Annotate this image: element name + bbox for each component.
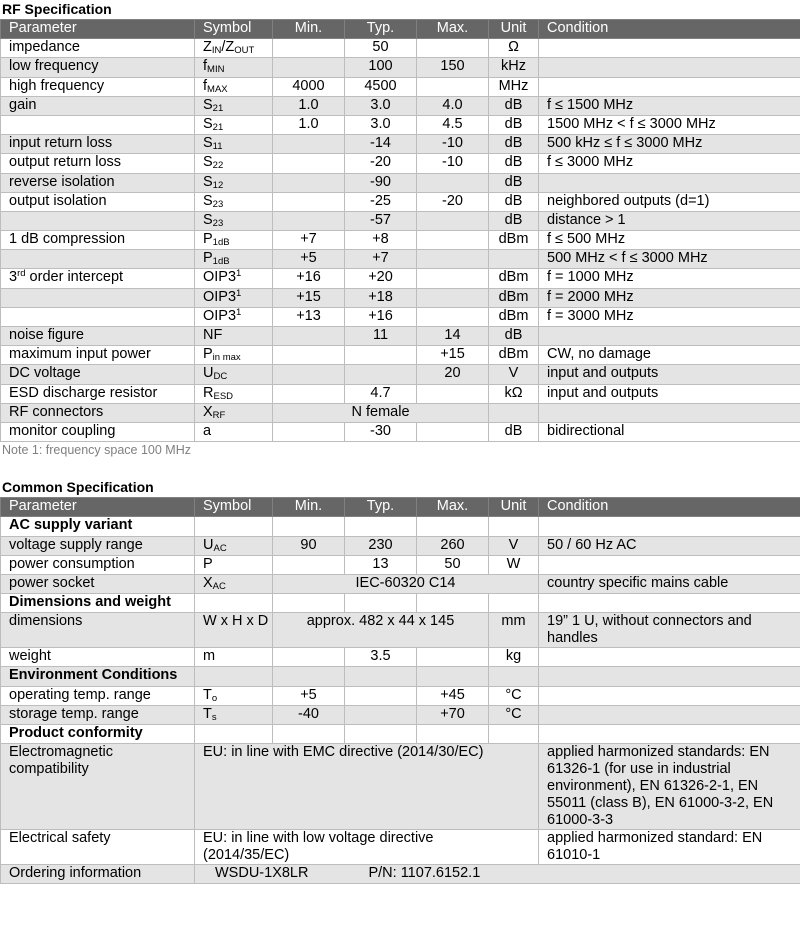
header-parameter: Parameter [1, 498, 195, 517]
unit-cell: dBm [489, 288, 539, 307]
condition-cell: CW, no damage [539, 346, 800, 365]
table-row [1, 288, 800, 307]
typ-cell: 11 [345, 327, 417, 346]
condition-cell: distance > 1 [539, 211, 800, 230]
condition-cell [539, 327, 800, 346]
table-row [1, 705, 800, 724]
condition-cell [539, 403, 800, 422]
max-cell: 260 [417, 536, 489, 555]
condition-cell: input and outputs [539, 365, 800, 384]
symbol-cell: $R_{ESD}$ [195, 384, 273, 403]
min-cell: 1.0 [273, 115, 345, 134]
section-heading: Environment Conditions [1, 667, 195, 686]
min-cell [273, 135, 345, 154]
unit-cell: dB [489, 327, 539, 346]
param-cell: maximum input power [1, 346, 195, 365]
common-spec-title: Common Specification [2, 479, 154, 496]
unit-cell: dBm [489, 307, 539, 326]
symbol-cell: $X_{RF}$ [195, 403, 273, 422]
typ-cell: -25 [345, 192, 417, 211]
min-cell [273, 555, 345, 574]
param-cell [1, 115, 195, 134]
typ-cell: 3.5 [345, 648, 417, 667]
param-cell: noise figure [1, 327, 195, 346]
table-row [1, 574, 800, 593]
min-cell [273, 39, 345, 58]
section-heading-row [1, 517, 800, 536]
min-cell: 90 [273, 536, 345, 555]
min-cell [273, 211, 345, 230]
max-cell [417, 269, 489, 288]
table-row [1, 250, 800, 269]
symbol-cell: $S_{22}$ [195, 154, 273, 173]
unit-cell: kHz [489, 58, 539, 77]
unit-cell [489, 250, 539, 269]
symbol-cell: $f_{MIN}$ [195, 58, 273, 77]
unit-cell: Ω [489, 39, 539, 58]
header-typ: Typ. [345, 498, 417, 517]
typ-cell: -90 [345, 173, 417, 192]
min-cell [273, 384, 345, 403]
unit-cell: mm [489, 613, 539, 648]
typ-cell: 50 [345, 39, 417, 58]
table-row [1, 613, 800, 648]
symbol-cell: a [195, 422, 273, 441]
table-row [1, 744, 800, 830]
condition-cell: f = 2000 MHz [539, 288, 800, 307]
table-row [1, 307, 800, 326]
symbol-cell: $S_{12}$ [195, 173, 273, 192]
symbol-cell: $S_{21}$ [195, 96, 273, 115]
table-row [1, 648, 800, 667]
max-cell [417, 384, 489, 403]
typ-cell: -20 [345, 154, 417, 173]
common-spec-table [0, 497, 800, 884]
param-cell: impedance [1, 39, 195, 58]
param-cell: dimensions [1, 613, 195, 648]
min-cell [273, 192, 345, 211]
table-row [1, 403, 800, 422]
condition-cell [539, 705, 800, 724]
unit-cell: dB [489, 115, 539, 134]
symbol-cell: P [195, 555, 273, 574]
param-cell: power socket [1, 574, 195, 593]
symbol-cell: $X_{AC}$ [195, 574, 273, 593]
header-condition: Condition [539, 20, 800, 39]
min-cell: +5 [273, 686, 345, 705]
min-cell: +16 [273, 269, 345, 288]
condition-cell: f ≤ 500 MHz [539, 231, 800, 250]
condition-cell [539, 648, 800, 667]
typ-cell: -14 [345, 135, 417, 154]
param-cell: ESD discharge resistor [1, 384, 195, 403]
unit-cell: dB [489, 173, 539, 192]
value-span-cell: approx. 482 x 44 x 145 [273, 613, 489, 648]
max-cell [417, 211, 489, 230]
table-row [1, 269, 800, 288]
symbol-cell: m [195, 648, 273, 667]
typ-cell [345, 365, 417, 384]
max-cell [417, 77, 489, 96]
unit-cell: W [489, 555, 539, 574]
table-row [1, 231, 800, 250]
typ-cell: -57 [345, 211, 417, 230]
symbol-cell: $OIP3^1$ [195, 269, 273, 288]
typ-cell: 4.7 [345, 384, 417, 403]
symbol-cell: $P_{1dB}$ [195, 250, 273, 269]
condition-cell: 500 kHz ≤ f ≤ 3000 MHz [539, 135, 800, 154]
table-row [1, 365, 800, 384]
symbol-cell: $S_{21}$ [195, 115, 273, 134]
symbol-cell: $T_o$ [195, 686, 273, 705]
unit-cell [489, 403, 539, 422]
table-row [1, 173, 800, 192]
table-row [1, 686, 800, 705]
max-cell [417, 288, 489, 307]
condition-cell [539, 555, 800, 574]
param-cell: reverse isolation [1, 173, 195, 192]
min-cell [273, 346, 345, 365]
param-cell: DC voltage [1, 365, 195, 384]
typ-cell: -30 [345, 422, 417, 441]
max-cell: -10 [417, 135, 489, 154]
max-cell: 150 [417, 58, 489, 77]
symbol-cell: NF [195, 327, 273, 346]
min-cell [273, 154, 345, 173]
max-cell: +70 [417, 705, 489, 724]
unit-cell: dB [489, 211, 539, 230]
symbol-cell: W x H x D [195, 613, 273, 648]
symbol-cell: $OIP3^1$ [195, 307, 273, 326]
min-cell: +15 [273, 288, 345, 307]
typ-cell: 13 [345, 555, 417, 574]
param-cell: operating temp. range [1, 686, 195, 705]
param-cell [1, 211, 195, 230]
unit-cell: dBm [489, 269, 539, 288]
ordering-model: WSDU-1X8LR [215, 865, 309, 882]
header-max: Max. [417, 498, 489, 517]
symbol-cell: $f_{MAX}$ [195, 77, 273, 96]
rf-spec-body [1, 39, 800, 442]
header-unit: Unit [489, 20, 539, 39]
param-cell: monitor coupling [1, 422, 195, 441]
min-cell: +13 [273, 307, 345, 326]
max-cell [417, 250, 489, 269]
table-row [1, 154, 800, 173]
max-cell: -10 [417, 154, 489, 173]
param-cell: gain [1, 96, 195, 115]
param-cell: RF connectors [1, 403, 195, 422]
param-cell: storage temp. range [1, 705, 195, 724]
section-heading-row [1, 594, 800, 613]
param-cell: 1 dB compression [1, 231, 195, 250]
section-heading: Product conformity [1, 725, 195, 744]
typ-cell: 3.0 [345, 96, 417, 115]
min-cell: +7 [273, 231, 345, 250]
min-cell [273, 173, 345, 192]
header-symbol: Symbol [195, 498, 273, 517]
typ-cell: +7 [345, 250, 417, 269]
symbol-cell: $OIP3^1$ [195, 288, 273, 307]
typ-cell [345, 346, 417, 365]
table-row [1, 536, 800, 555]
ordering-cell [195, 865, 800, 884]
symbol-cell: $S_{23}$ [195, 211, 273, 230]
max-cell: 50 [417, 555, 489, 574]
max-cell: 4.0 [417, 96, 489, 115]
common-spec-body [1, 517, 800, 884]
unit-cell: °C [489, 686, 539, 705]
param-cell: power consumption [1, 555, 195, 574]
typ-cell [345, 686, 417, 705]
rf-spec-title: RF Specification [2, 1, 112, 17]
condition-cell: applied harmonized standard: EN 61010-1 [539, 830, 800, 865]
typ-cell: 3.0 [345, 115, 417, 134]
condition-cell [539, 686, 800, 705]
condition-cell: f ≤ 1500 MHz [539, 96, 800, 115]
max-cell: -20 [417, 192, 489, 211]
param-cell: output isolation [1, 192, 195, 211]
unit-cell: dB [489, 135, 539, 154]
table-row [1, 39, 800, 58]
condition-cell: f = 3000 MHz [539, 307, 800, 326]
typ-cell: +20 [345, 269, 417, 288]
header-parameter: Parameter [1, 20, 195, 39]
section-heading-row [1, 667, 800, 686]
common-header-row [1, 498, 800, 517]
condition-cell: country specific mains cable [539, 574, 800, 593]
unit-cell: dB [489, 192, 539, 211]
param-cell: Electrical safety [1, 830, 195, 865]
section-heading-row [1, 725, 800, 744]
value-span-cell: IEC-60320 C14 [273, 574, 539, 593]
header-min: Min. [273, 498, 345, 517]
unit-cell: V [489, 536, 539, 555]
unit-cell: dB [489, 154, 539, 173]
min-cell: 4000 [273, 77, 345, 96]
symbol-cell: $S_{23}$ [195, 192, 273, 211]
param-cell: high frequency [1, 77, 195, 96]
max-cell: +15 [417, 346, 489, 365]
section-heading: Dimensions and weight [1, 594, 195, 613]
typ-cell: 100 [345, 58, 417, 77]
section-heading: AC supply variant [1, 517, 195, 536]
min-cell [273, 365, 345, 384]
typ-cell: +18 [345, 288, 417, 307]
symbol-cell: $S_{11}$ [195, 135, 273, 154]
typ-cell: +16 [345, 307, 417, 326]
table-row [1, 115, 800, 134]
table-row [1, 96, 800, 115]
value-span-cell: N female [273, 403, 489, 422]
symbol-cell: $P_{1dB}$ [195, 231, 273, 250]
condition-cell: 50 / 60 Hz AC [539, 536, 800, 555]
typ-cell [345, 705, 417, 724]
param-cell: Ordering information [1, 865, 195, 884]
typ-cell: 4500 [345, 77, 417, 96]
header-min: Min. [273, 20, 345, 39]
rf-header-row [1, 20, 800, 39]
symbol-cell: $T_s$ [195, 705, 273, 724]
param-cell: weight [1, 648, 195, 667]
directive-cell: EU: in line with EMC directive (2014/30/EC) [195, 744, 539, 830]
rf-footnote: Note 1: frequency space 100 MHz [2, 443, 191, 458]
max-cell: 14 [417, 327, 489, 346]
header-max: Max. [417, 20, 489, 39]
table-row [1, 58, 800, 77]
param-cell [1, 307, 195, 326]
header-typ: Typ. [345, 20, 417, 39]
condition-cell [539, 39, 800, 58]
table-row [1, 555, 800, 574]
max-cell [417, 231, 489, 250]
min-cell [273, 327, 345, 346]
max-cell [417, 39, 489, 58]
header-unit: Unit [489, 498, 539, 517]
param-cell: output return loss [1, 154, 195, 173]
unit-cell: kg [489, 648, 539, 667]
max-cell [417, 173, 489, 192]
table-row [1, 384, 800, 403]
min-cell [273, 422, 345, 441]
unit-cell: dBm [489, 346, 539, 365]
min-cell [273, 648, 345, 667]
param-cell: low frequency [1, 58, 195, 77]
param-cell: input return loss [1, 135, 195, 154]
condition-cell [539, 173, 800, 192]
max-cell [417, 648, 489, 667]
table-row [1, 346, 800, 365]
typ-cell: 230 [345, 536, 417, 555]
min-cell: 1.0 [273, 96, 345, 115]
condition-cell: applied harmonized standards: EN 61326-1 (for use in industrial environment), EN 61326-2-1, EN 55011 (class B), EN 61000-3-2, EN 61000-3-3 [539, 744, 800, 830]
unit-cell: MHz [489, 77, 539, 96]
max-cell [417, 307, 489, 326]
unit-cell: V [489, 365, 539, 384]
param-cell: voltage supply range [1, 536, 195, 555]
condition-cell: 500 MHz < f ≤ 3000 MHz [539, 250, 800, 269]
param-cell: 3rd order intercept [1, 269, 195, 288]
max-cell: +45 [417, 686, 489, 705]
param-cell [1, 288, 195, 307]
min-cell: +5 [273, 250, 345, 269]
max-cell [417, 422, 489, 441]
table-row [1, 865, 800, 884]
param-cell: Electromagnetic compatibility [1, 744, 195, 830]
condition-cell: neighbored outputs (d=1) [539, 192, 800, 211]
table-row [1, 192, 800, 211]
condition-cell: input and outputs [539, 384, 800, 403]
max-cell: 20 [417, 365, 489, 384]
min-cell: -40 [273, 705, 345, 724]
param-cell [1, 250, 195, 269]
table-row [1, 327, 800, 346]
symbol-cell: $U_{DC}$ [195, 365, 273, 384]
table-row [1, 211, 800, 230]
condition-cell [539, 58, 800, 77]
condition-cell: bidirectional [539, 422, 800, 441]
condition-cell: f ≤ 3000 MHz [539, 154, 800, 173]
min-cell [273, 58, 345, 77]
unit-cell: °C [489, 705, 539, 724]
rf-spec-table [0, 19, 800, 442]
unit-cell: dB [489, 422, 539, 441]
symbol-cell: $P_{in max}$ [195, 346, 273, 365]
table-row [1, 77, 800, 96]
table-row [1, 135, 800, 154]
ordering-part-number: P/N: 1107.6152.1 [368, 865, 481, 882]
directive-cell: EU: in line with low voltage directive (2014/35/EC) [195, 830, 539, 865]
header-condition: Condition [539, 498, 800, 517]
unit-cell: kΩ [489, 384, 539, 403]
symbol-cell: $Z_{IN}/Z_{OUT}$ [195, 39, 273, 58]
table-row [1, 830, 800, 865]
header-symbol: Symbol [195, 20, 273, 39]
condition-cell [539, 77, 800, 96]
typ-cell: +8 [345, 231, 417, 250]
max-cell: 4.5 [417, 115, 489, 134]
table-row [1, 422, 800, 441]
condition-cell: 19” 1 U, without connectors and handles [539, 613, 800, 648]
condition-cell: f = 1000 MHz [539, 269, 800, 288]
unit-cell: dB [489, 96, 539, 115]
unit-cell: dBm [489, 231, 539, 250]
condition-cell: 1500 MHz < f ≤ 3000 MHz [539, 115, 800, 134]
symbol-cell: $U_{AC}$ [195, 536, 273, 555]
